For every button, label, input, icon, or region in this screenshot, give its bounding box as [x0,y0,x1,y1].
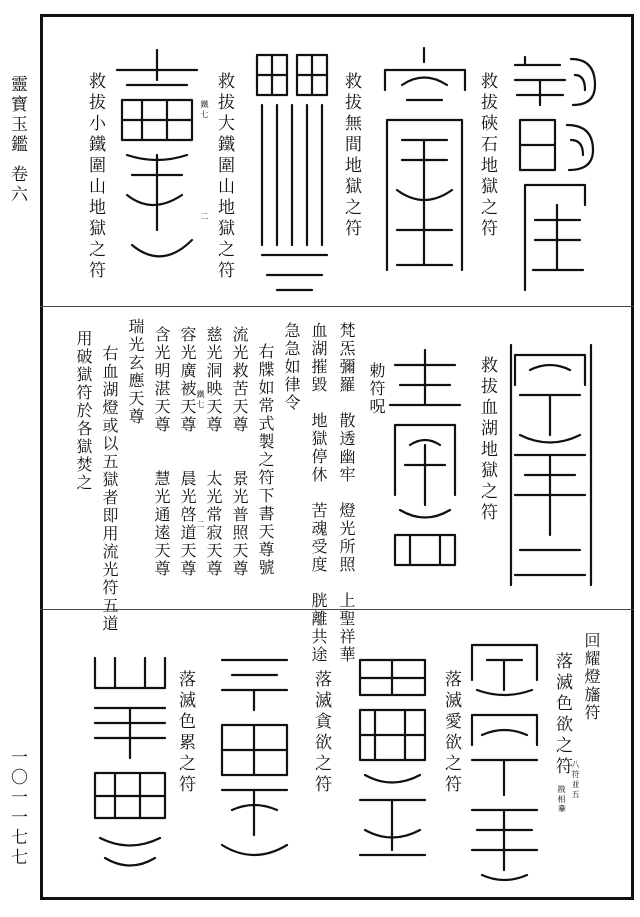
chant-line-10: 右血湖燈或以五獄者即用流光符五道 [100,345,119,633]
chant-line-5: 流光救苦天尊 景光普照天尊 [230,326,249,578]
small-note: 鐵七 [200,100,209,120]
small-note: 二 [196,520,205,530]
section-title: 回耀燈旛符 [582,632,601,722]
panel-divider-top [40,306,634,307]
chant-title: 勅符呪 [367,362,386,416]
chant-line-7: 容光廣被天尊 晨光啓道天尊 [178,326,197,578]
book-title: 靈寶玉鑑 [7,75,27,155]
seal-talisman-icon [350,650,435,865]
chant-line-3: 急急如律令 [282,322,301,412]
volume-label: 卷六 [7,165,27,205]
small-note: 八符並五 [571,760,580,800]
seal-talisman-icon [85,648,175,873]
chant-line-4: 右牒如常式製之符下書天尊號 [256,343,275,577]
talisman-caption-7: 落滅愛欲之符 [441,670,461,796]
seal-talisman-icon [252,45,337,295]
small-note: 鐵七 [196,390,205,410]
talisman-caption-9: 落滅色累之符 [175,670,195,796]
page-number: 一〇一一七七 [7,748,27,868]
small-note: 戡相𦍒 [557,785,566,815]
seal-talisman-icon [212,650,297,870]
talisman-caption-1: 救拔硤石地獄之符 [477,72,497,240]
talisman-caption-3: 救拔大鐵圍山地獄之符 [214,72,234,282]
small-note: 二 [200,212,209,222]
chant-line-11: 用破獄符於各獄焚之 [74,330,93,492]
chant-line-8: 含光明湛天尊 慧光通逺天尊 [152,326,171,578]
chant-line-1: 梵炁彌羅 散透幽牢 燈光所照 上聖祥華 [337,322,356,664]
chant-line-9: 瑞光玄應天尊 [126,318,145,426]
seal-talisman-icon [505,340,595,590]
talisman-caption-2: 救拔無間地獄之符 [341,72,361,240]
seal-talisman-icon [112,45,202,280]
talisman-caption-4: 救拔小鐵圍山地獄之符 [85,72,105,282]
talisman-caption-6: 落滅色欲之符 [552,652,572,778]
seal-talisman-icon [462,630,547,885]
chant-line-6: 慈光洞映天尊 太光常寂天尊 [204,326,223,578]
seal-talisman-icon [377,40,472,290]
seal-talisman-icon [385,345,465,575]
seal-talisman-icon [505,45,600,295]
talisman-caption-8: 落滅貪欲之符 [311,670,331,796]
talisman-caption-5: 救拔血湖地獄之符 [477,356,497,524]
chant-line-2: 血湖摧毀 地獄停休 苦魂受度 胱離共途 [309,322,328,664]
